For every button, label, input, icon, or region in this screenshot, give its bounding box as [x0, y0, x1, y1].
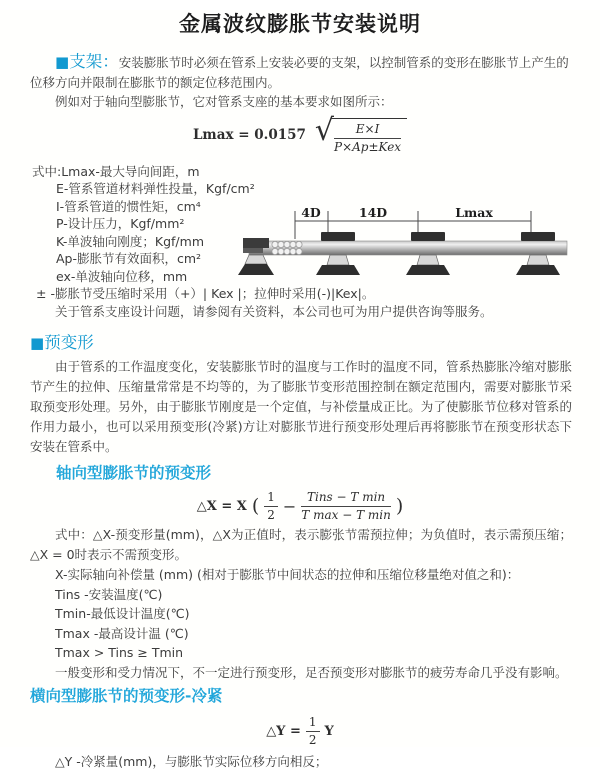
close-paren: ) — [395, 495, 404, 517]
fraction-denominator: 2 — [308, 733, 317, 747]
open-paren: ( — [251, 495, 260, 517]
definition-line: Tmin-最低设计温度(℃) — [55, 606, 190, 621]
definition-line: K-单波轴向刚度；Kgf/mm — [56, 233, 204, 249]
page-title: 金属波纹膨胀节安装说明 — [179, 12, 421, 36]
dim-label-lmax: Lmax — [455, 205, 493, 220]
support-example-line: 例如对于轴向型膨胀节，它对管系支座的基本要求如图所示： — [55, 94, 393, 109]
lateral-predeform-heading: 横向型膨胀节的预变形-冷紧 — [30, 687, 223, 705]
lateral-definition-line: △Y -冷紧量(mm)，与膨胀节实际位移方向相反； — [55, 754, 328, 769]
fixed-anchor — [238, 238, 274, 275]
definition-line: 式中:Lmax-最大导向间距，m — [32, 163, 200, 179]
temperature-fraction — [301, 490, 391, 523]
support-intro-text: 安装膨胀节时必须在管系上安装必要的支架，以控制管系的变形在膨胀节上产生的位移方向并限制在膨胀节的额定位移范围内。 — [30, 55, 569, 90]
blue-square-bullet-icon: ■ — [30, 334, 45, 352]
minus-sign: − — [282, 497, 297, 516]
fraction-denominator: 2 — [267, 508, 275, 522]
axial-note-line: 一般变形和受力情况下，不一定进行预变形，足否预变形对膨胀节的疲劳寿命几乎没有影响。 — [55, 664, 568, 680]
formula-lhs: △X = X — [196, 499, 247, 514]
blue-square-bullet-icon: ■ — [55, 53, 70, 71]
support-intro-paragraph — [30, 52, 572, 92]
definition-line: Tins -安装温度(℃) — [55, 586, 163, 602]
sqrt-rooted-content — [331, 118, 407, 155]
definition-line: X-实际轴向补偿量 (mm) (相对于膨胀节中间状态的拉伸和压缩位移量绝对值之和)： — [55, 567, 520, 582]
fraction-denominator: P×Ap±Kex — [334, 139, 402, 154]
formula-lhs: Lmax = 0.0157 — [192, 127, 306, 143]
dim-label-14d: 14D — [358, 205, 388, 220]
predeform-body-paragraph: 由于管系的工作温度变化，安装膨胀节时的温度与工作时的温度不同，管系热膨胀冷缩对膨胀节产生的拉伸、压缩量常常是不均等的，为了膨胀节变形范围控制在额定范围内，需要对膨胀节采取预变形处理。另外，由于膨胀节刚度是一个定值，与补偿量成正比。为了使膨胀节位移对管系的作用力最小，也可以采用预变形(冷紧)方让对膨胀节进行预变形处理后再将膨胀节在预变形状态下安装在管系中。 — [30, 359, 572, 454]
definition-line: P-设计压力，Kgf/mm² — [56, 216, 185, 231]
definition-line: Tmax -最高设计温 (℃) — [55, 625, 189, 641]
fraction-denominator: T max − T min — [301, 508, 391, 522]
one-half-fraction — [306, 715, 320, 748]
definition-line: ex-单波轴向位移，mm — [56, 268, 188, 284]
sqrt-radical-icon: √ — [314, 112, 335, 148]
sqrt-expression — [314, 112, 407, 155]
definition-line: E-管系管道材料弹性投量，Kgf/cm² — [56, 181, 255, 196]
fraction-numerator: Tins − T min — [301, 490, 391, 507]
pipe-support-diagram — [243, 203, 595, 305]
axial-predeform-heading: 轴向型膨胀节的预变形 — [56, 464, 212, 482]
predeform-section-heading — [30, 332, 572, 354]
support-heading-label: 支架： — [69, 52, 119, 71]
axial-predeform-formula — [0, 490, 600, 523]
plus-minus-note: ± -膨胀节受压缩时采用（+）| Kex |；拉伸时采用(-)|Kex|。 — [36, 286, 375, 301]
formula-lhs: △Y = — [266, 724, 301, 739]
formula-rhs: Y — [324, 724, 334, 739]
lateral-predeform-formula — [0, 715, 600, 748]
axial-definition-list — [0, 565, 600, 682]
support-section-heading — [55, 52, 119, 71]
document-page — [0, 10, 600, 769]
axial-formula-explanation: 式中：△X-预变形量(mm)，△X为正值时，表示膨张节需预拉伸；为负值时，表示需预压缩；△X = 0时表示不需预变形。 — [30, 527, 572, 562]
lmax-guide-spacing-formula — [0, 112, 600, 155]
definition-line: I-管系管道的惯性矩，cm⁴ — [56, 198, 201, 214]
one-half-fraction — [264, 490, 278, 523]
definition-line: Tmax > Tins ≥ Tmin — [55, 645, 184, 660]
fraction-numerator: 1 — [264, 490, 278, 507]
service-note: 关于管系支座设计问题，请参阅有关资料，本公司也可为用户提供咨询等服务。 — [55, 303, 493, 319]
predeform-heading-label: 预变形 — [44, 333, 94, 352]
dim-label-4d: 4D — [301, 205, 321, 220]
definition-line: Ap-膨胀节有效面积，cm² — [56, 251, 202, 266]
fraction — [334, 122, 401, 155]
fraction-numerator: E×I — [334, 122, 401, 139]
fraction-numerator: 1 — [306, 715, 320, 732]
